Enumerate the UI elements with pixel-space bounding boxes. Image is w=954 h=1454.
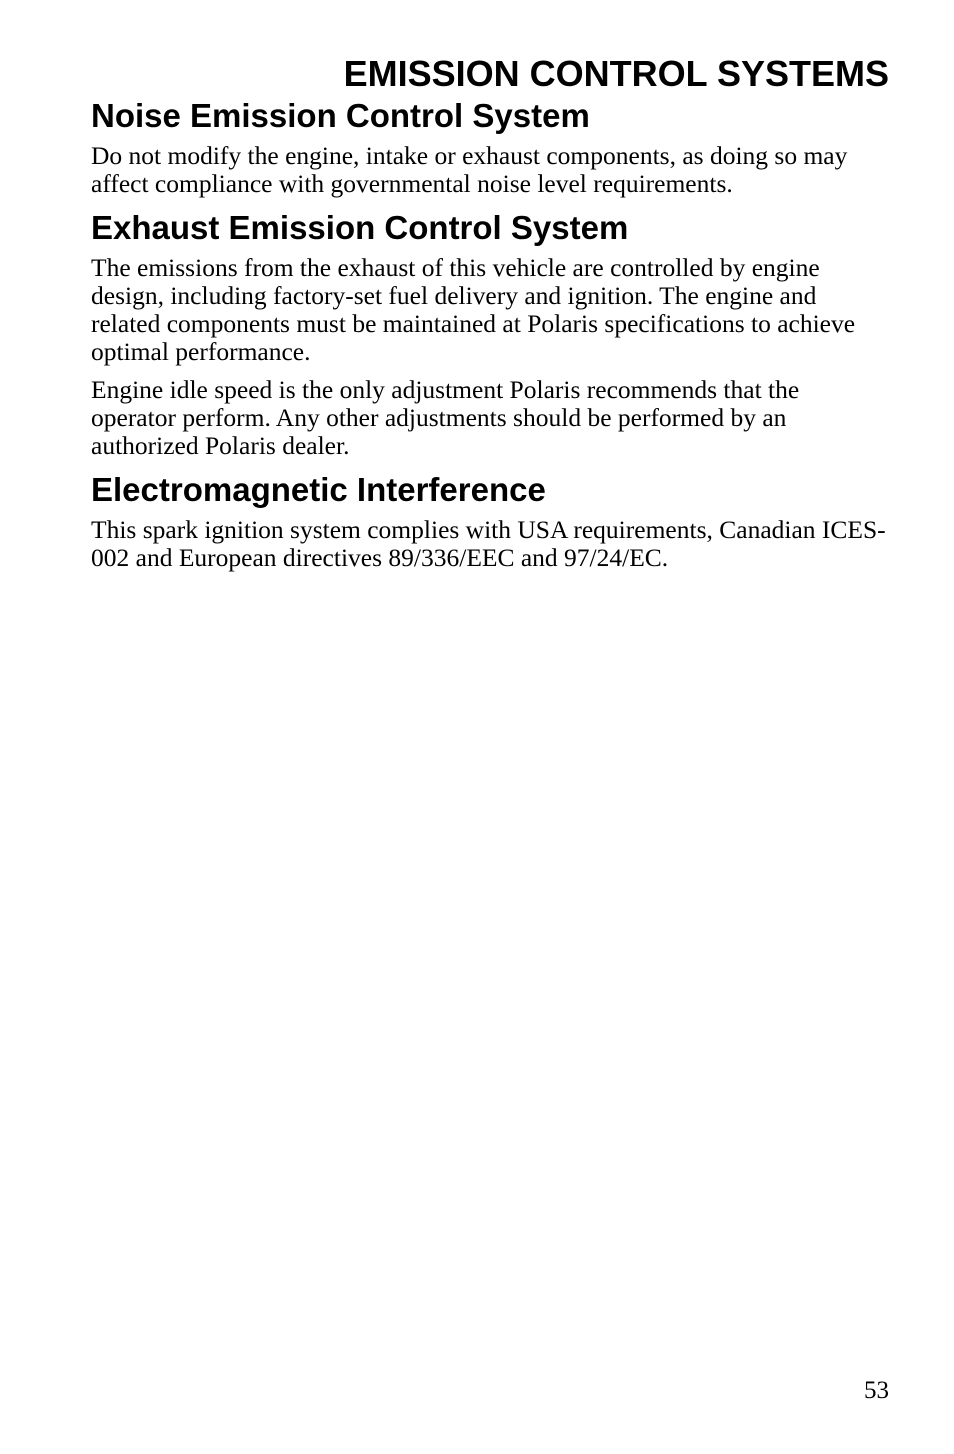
section-heading: Exhaust Emission Control System bbox=[91, 209, 629, 246]
section-paragraph: Do not modify the engine, intake or exhaust components, as doing so may affect compliance with governmental noise level requirements. bbox=[91, 141, 848, 198]
section-paragraph: The emissions from the exhaust of this vehicle are controlled by engine design, including factory-set fuel delivery and ignition. The engine and related components must be maintained at Polaris specifications to achieve optimal performance. bbox=[91, 253, 856, 366]
chapter-title: EMISSION CONTROL SYSTEMS bbox=[343, 53, 889, 94]
page-number: 53 bbox=[864, 1377, 889, 1404]
section-heading: Electromagnetic Interference bbox=[91, 471, 546, 508]
section-paragraph: This spark ignition system complies with USA requirements, Canadian ICES-002 and European directives 89/336/EEC and 97/24/EC. bbox=[91, 515, 886, 572]
page-content bbox=[91, 52, 889, 572]
section-noise-emission bbox=[91, 96, 889, 198]
section-exhaust-emission bbox=[91, 208, 889, 460]
section-paragraph: Engine idle speed is the only adjustment Polaris recommends that the operator perform. Any other adjustments should be performed by an authorized Polaris dealer. bbox=[91, 375, 800, 460]
section-electromagnetic-interference bbox=[91, 470, 889, 572]
section-heading: Noise Emission Control System bbox=[91, 97, 590, 134]
